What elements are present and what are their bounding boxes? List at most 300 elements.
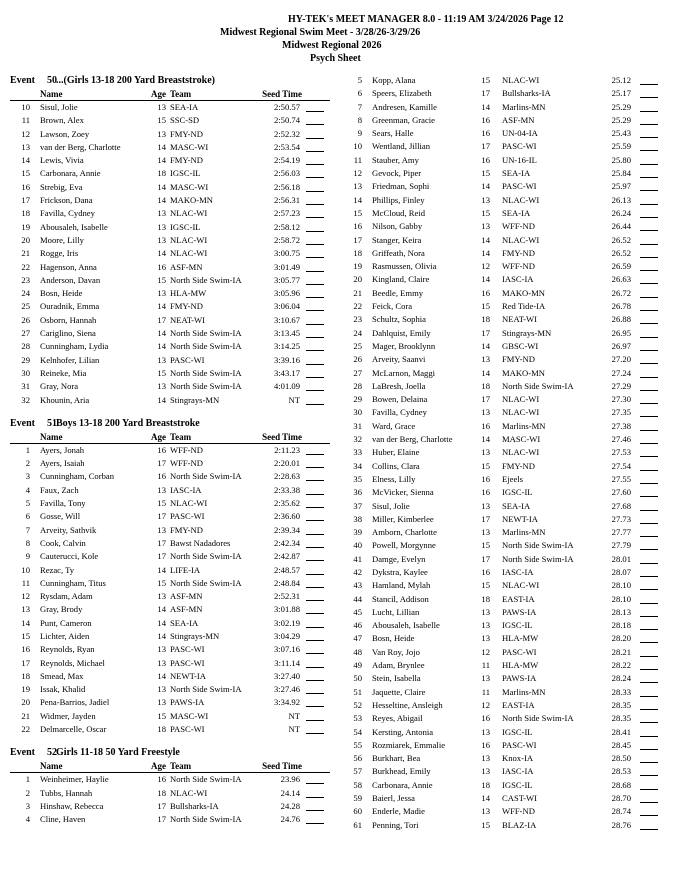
place-cell: 15 <box>21 630 30 641</box>
name-cell: Weinheimer, Haylie <box>40 774 109 785</box>
age-cell: 18 <box>157 168 166 179</box>
team-cell: IASC-IA <box>170 484 202 495</box>
event-word: Event <box>10 417 35 429</box>
name-cell: Moore, Lilly <box>40 234 84 245</box>
final-time-blank <box>306 683 324 694</box>
seed-time-cell: 25.80 <box>611 154 631 165</box>
seed-time-cell: 25.29 <box>611 101 631 112</box>
seed-time-cell: 2:57.23 <box>273 208 300 219</box>
name-cell: Osborn, Hannah <box>40 314 97 325</box>
seed-time-cell: 3:06.04 <box>273 301 300 312</box>
final-time-blank <box>306 234 324 245</box>
final-time-blank <box>640 659 658 670</box>
name-cell: Rysdam, Adam <box>40 591 93 602</box>
final-time-blank <box>306 247 324 258</box>
seed-time-cell: 28.33 <box>611 686 631 697</box>
team-cell: BLAZ-IA <box>502 819 537 830</box>
name-cell: Cariglino, Siena <box>40 328 96 339</box>
place-cell: 52 <box>353 699 362 710</box>
final-time-blank <box>640 273 658 284</box>
final-time-blank <box>306 141 324 152</box>
team-cell: Knox-IA <box>502 753 534 764</box>
place-cell: 8 <box>25 537 30 548</box>
seed-time-cell: 2:53.54 <box>273 141 300 152</box>
team-cell: PASC-WI <box>170 511 205 522</box>
table-row <box>344 180 664 193</box>
table-row <box>10 300 330 313</box>
name-cell: Arveity, Saanvi <box>372 354 426 365</box>
final-time-blank <box>640 207 658 218</box>
team-cell: NLAC-WI <box>170 234 208 245</box>
final-time-blank <box>306 167 324 178</box>
event-label <box>10 74 56 88</box>
age-cell: 15 <box>481 819 490 830</box>
age-cell: 18 <box>157 724 166 735</box>
place-cell: 6 <box>357 88 362 99</box>
team-cell: FMY-ND <box>170 524 203 535</box>
table-row <box>344 247 664 260</box>
seed-time-cell: 2:42.87 <box>273 551 300 562</box>
seed-time-cell: 27.30 <box>611 394 631 405</box>
team-cell: Marlins-MN <box>502 101 546 112</box>
age-cell: 16 <box>157 444 166 455</box>
name-cell: Cline, Haven <box>40 814 86 825</box>
column-header-age: Age <box>151 431 166 442</box>
table-row <box>344 473 664 486</box>
name-cell: Adam, Brynlee <box>372 660 425 671</box>
age-cell: 14 <box>481 247 490 258</box>
table-row <box>10 181 330 194</box>
team-cell: North Side Swim-IA <box>502 713 574 724</box>
seed-time-cell: 2:52.32 <box>273 128 300 139</box>
team-cell: NEWT-IA <box>502 513 538 524</box>
team-cell: PASC-WI <box>502 739 537 750</box>
age-cell: 14 <box>157 328 166 339</box>
final-time-blank <box>306 550 324 561</box>
place-cell: 2 <box>25 787 30 798</box>
place-cell: 58 <box>353 779 362 790</box>
event-name: ...(Girls 13-18 200 Yard Breaststroke) <box>56 75 215 86</box>
team-cell: North Side Swim-IA <box>502 553 574 564</box>
final-time-blank <box>306 773 324 784</box>
final-time-blank <box>640 260 658 271</box>
seed-time-cell: 26.52 <box>611 247 631 258</box>
column-header-row <box>10 431 330 444</box>
place-cell: 5 <box>357 75 362 85</box>
team-cell: North Side Swim-IA <box>170 684 242 695</box>
final-time-blank <box>640 460 658 471</box>
place-cell: 32 <box>353 434 362 445</box>
place-cell: 14 <box>353 194 362 205</box>
table-row <box>10 657 330 670</box>
name-cell: Enderle, Madie <box>372 806 425 817</box>
team-cell: NEWT-IA <box>170 670 206 681</box>
name-cell: Strebig, Eva <box>40 181 83 192</box>
age-cell: 17 <box>481 553 490 564</box>
seed-time-cell: 3:39.16 <box>273 354 300 365</box>
name-cell: Burkhart, Bea <box>372 753 421 764</box>
table-row <box>10 683 330 696</box>
column-header-row <box>10 760 330 773</box>
table-row <box>10 590 330 603</box>
final-time-blank <box>640 313 658 324</box>
age-cell: 14 <box>481 181 490 192</box>
name-cell: Favilla, Cydney <box>40 208 95 219</box>
seed-time-cell: NT <box>288 724 300 735</box>
place-cell: 24 <box>21 288 30 299</box>
table-row <box>10 367 330 380</box>
seed-time-cell: 28.10 <box>611 580 631 591</box>
name-cell: Tubbs, Hannah <box>40 787 93 798</box>
seed-time-cell: 26.59 <box>611 261 631 272</box>
final-time-blank <box>640 805 658 816</box>
name-cell: Stanger, Keira <box>372 234 422 245</box>
name-cell: Abousaleh, Isabelle <box>40 221 108 232</box>
name-cell: Carbonara, Annie <box>40 168 101 179</box>
name-cell: Pena-Barrios, Jadiel <box>40 697 110 708</box>
name-cell: Reynolds, Ryan <box>40 644 95 655</box>
team-cell: Marlins-MN <box>502 527 546 538</box>
place-cell: 3 <box>25 471 30 482</box>
table-row <box>10 510 330 523</box>
place-cell: 1 <box>25 444 30 455</box>
name-cell: Van Roy, Jojo <box>372 646 420 657</box>
age-cell: 16 <box>481 566 490 577</box>
age-cell: 14 <box>157 195 166 206</box>
seed-time-cell: 25.59 <box>611 141 631 152</box>
place-cell: 50 <box>353 673 362 684</box>
table-row <box>344 765 664 778</box>
team-cell: NEAT-WI <box>502 314 538 325</box>
table-row <box>344 712 664 725</box>
seed-time-cell: 23.96 <box>280 774 300 785</box>
name-cell: Lawson, Zoey <box>40 128 90 139</box>
team-cell: Marlins-MN <box>502 686 546 697</box>
final-time-blank <box>640 446 658 457</box>
final-time-blank <box>306 221 324 232</box>
seed-time-cell: 2:11.23 <box>274 444 300 455</box>
name-cell: Collins, Clara <box>372 460 420 471</box>
age-cell: 18 <box>481 380 490 391</box>
age-cell: 12 <box>481 699 490 710</box>
final-time-blank <box>640 513 658 524</box>
seed-time-cell: 27.35 <box>611 407 631 418</box>
column-header-name: Name <box>40 761 63 772</box>
seed-time-cell: 2:35.62 <box>273 498 300 509</box>
team-cell: FMY-ND <box>502 460 535 471</box>
table-row <box>344 300 664 313</box>
final-time-blank <box>640 619 658 630</box>
place-cell: 21 <box>21 710 30 721</box>
seed-time-cell: 2:42.34 <box>273 537 300 548</box>
table-row <box>10 394 330 407</box>
team-cell: Ejeels <box>502 473 523 484</box>
place-cell: 12 <box>353 168 362 179</box>
place-cell: 37 <box>353 500 362 511</box>
table-row <box>10 234 330 247</box>
team-cell: NLAC-WI <box>502 407 540 418</box>
final-time-blank <box>306 710 324 721</box>
name-cell: Punt, Cameron <box>40 617 92 628</box>
age-cell: 13 <box>481 633 490 644</box>
name-cell: McCloud, Reid <box>372 207 425 218</box>
team-cell: Bullsharks-IA <box>502 88 551 99</box>
column-header-team: Team <box>170 761 192 772</box>
age-cell: 13 <box>157 288 166 299</box>
place-cell: 12 <box>21 591 30 602</box>
age-cell: 12 <box>481 646 490 657</box>
seed-time-cell: 3:43.17 <box>273 367 300 378</box>
right-column <box>344 74 664 832</box>
team-cell: PAWS-IA <box>170 697 205 708</box>
table-row <box>10 221 330 234</box>
team-cell: PASC-WI <box>170 644 205 655</box>
name-cell: Gevock, Piper <box>372 168 422 179</box>
name-cell: McLarnon, Maggi <box>372 367 436 378</box>
seed-time-cell: 27.46 <box>611 434 631 445</box>
place-cell: 36 <box>353 487 362 498</box>
table-row <box>344 273 664 286</box>
place-cell: 55 <box>353 739 362 750</box>
seed-time-cell: 27.68 <box>611 500 631 511</box>
age-cell: 16 <box>157 261 166 272</box>
table-row <box>344 819 664 832</box>
table-row <box>10 630 330 643</box>
final-time-blank <box>306 537 324 548</box>
final-time-blank <box>640 579 658 590</box>
place-cell: 12 <box>21 128 30 139</box>
place-cell: 38 <box>353 513 362 524</box>
final-time-blank <box>306 470 324 481</box>
seed-time-cell: 28.74 <box>611 806 631 817</box>
seed-time-cell: 26.78 <box>611 301 631 312</box>
table-row <box>10 154 330 167</box>
team-cell: IGSC-IL <box>502 620 533 631</box>
name-cell: Cauterucci, Kole <box>40 551 99 562</box>
name-cell: Miller, Kimberlee <box>372 513 434 524</box>
seed-time-cell: 26.72 <box>611 287 631 298</box>
name-cell: Smead, Max <box>40 670 84 681</box>
place-cell: 18 <box>353 247 362 258</box>
table-row <box>344 406 664 419</box>
name-cell: Nilson, Gabby <box>372 221 423 232</box>
event-title <box>10 417 330 431</box>
name-cell: Arveity, Sathvik <box>40 524 97 535</box>
age-cell: 13 <box>157 234 166 245</box>
final-time-blank <box>306 657 324 668</box>
seed-time-cell: 26.97 <box>611 340 631 351</box>
table-row <box>344 606 664 619</box>
team-cell: MASC-WI <box>502 434 541 445</box>
table-row <box>10 380 330 393</box>
event-name: Girls 11-18 50 Yard Freestyle <box>56 747 180 759</box>
team-cell: HLA-MW <box>170 288 207 299</box>
table-row <box>344 460 664 473</box>
name-cell: Feick, Cora <box>372 301 413 312</box>
place-cell: 35 <box>353 473 362 484</box>
seed-time-cell: 3:10.67 <box>273 314 300 325</box>
place-cell: 13 <box>21 604 30 615</box>
seed-time-cell: 28.68 <box>611 779 631 790</box>
place-cell: 47 <box>353 633 362 644</box>
team-cell: IGSC-IL <box>170 221 201 232</box>
seed-time-cell: 28.20 <box>611 633 631 644</box>
place-cell: 22 <box>21 261 30 272</box>
age-cell: 14 <box>157 181 166 192</box>
event-word: Event <box>10 747 35 759</box>
seed-time-cell: 2:48.57 <box>273 564 300 575</box>
age-cell: 13 <box>481 806 490 817</box>
final-time-blank <box>306 630 324 641</box>
place-cell: 20 <box>21 234 30 245</box>
table-row <box>10 617 330 630</box>
team-cell: Stingrays-MN <box>170 630 220 641</box>
team-cell: EAST-IA <box>502 593 535 604</box>
table-row <box>10 470 330 483</box>
place-cell: 61 <box>353 819 362 830</box>
team-cell: SEA-IA <box>170 617 199 628</box>
place-cell: 21 <box>353 287 362 298</box>
name-cell: Hamland, Mylah <box>372 580 431 591</box>
table-row <box>344 127 664 140</box>
age-cell: 14 <box>481 101 490 112</box>
place-cell: 20 <box>21 697 30 708</box>
name-cell: Abousaleh, Isabelle <box>372 620 440 631</box>
table-row <box>10 261 330 274</box>
final-time-blank <box>640 340 658 351</box>
column-header-name: Name <box>40 431 63 442</box>
final-time-blank <box>306 194 324 205</box>
table-row <box>344 287 664 300</box>
team-cell: CAST-WI <box>502 793 538 804</box>
age-cell: 13 <box>157 484 166 495</box>
age-cell: 13 <box>157 381 166 392</box>
seed-time-cell: 28.41 <box>611 726 631 737</box>
final-time-blank <box>306 300 324 311</box>
team-cell: PASC-WI <box>170 724 205 735</box>
team-cell: MAKO-MN <box>502 367 545 378</box>
place-cell: 33 <box>353 447 362 458</box>
age-cell: 17 <box>157 814 166 825</box>
place-cell: 8 <box>357 114 362 125</box>
table-row <box>344 420 664 433</box>
table-row <box>344 646 664 659</box>
table-row <box>344 380 664 393</box>
seed-time-cell: 2:58.72 <box>273 234 300 245</box>
report-title: Psych Sheet <box>310 53 361 64</box>
final-time-blank <box>640 566 658 577</box>
age-cell: 13 <box>157 221 166 232</box>
table-row <box>344 327 664 340</box>
age-cell: 16 <box>157 471 166 482</box>
place-cell: 7 <box>25 524 30 535</box>
table-row <box>344 167 664 180</box>
table-row <box>344 805 664 818</box>
place-cell: 51 <box>353 686 362 697</box>
table-row <box>10 497 330 510</box>
name-cell: Schultz, Sophia <box>372 314 426 325</box>
team-cell: ASF-MN <box>170 591 203 602</box>
name-cell: McVicker, Sienna <box>372 487 434 498</box>
seed-time-cell: 28.22 <box>611 660 631 671</box>
team-cell: IGSC-IL <box>502 779 533 790</box>
name-cell: Wentland, Jillian <box>372 141 431 152</box>
name-cell: Cunningham, Titus <box>40 577 106 588</box>
team-cell: HLA-MW <box>502 660 539 671</box>
age-cell: 17 <box>157 800 166 811</box>
name-cell: Penning, Tori <box>372 819 419 830</box>
team-cell: Marlins-MN <box>502 420 546 431</box>
final-time-blank <box>640 194 658 205</box>
seed-time-cell: 25.12 <box>611 75 631 85</box>
age-cell: 15 <box>157 710 166 721</box>
table-row <box>344 752 664 765</box>
place-cell: 41 <box>353 553 362 564</box>
team-cell: North Side Swim-IA <box>502 540 574 551</box>
table-row <box>10 813 330 826</box>
final-time-blank <box>306 696 324 707</box>
place-cell: 11 <box>353 154 362 165</box>
place-cell: 25 <box>21 301 30 312</box>
table-row <box>10 327 330 340</box>
team-cell: MASC-WI <box>170 710 209 721</box>
age-cell: 17 <box>481 513 490 524</box>
table-row <box>344 140 664 153</box>
place-cell: 1 <box>25 774 30 785</box>
table-row <box>10 274 330 287</box>
name-cell: Frickson, Dana <box>40 195 93 206</box>
name-cell: van der Berg, Charlotte <box>40 141 121 152</box>
table-row <box>344 260 664 273</box>
table-row <box>344 739 664 752</box>
table-row <box>344 513 664 526</box>
place-cell: 24 <box>353 327 362 338</box>
name-cell: Reineke, Mia <box>40 367 87 378</box>
final-time-blank <box>640 686 658 697</box>
place-cell: 11 <box>21 115 30 126</box>
age-cell: 16 <box>481 487 490 498</box>
age-cell: 14 <box>157 564 166 575</box>
final-time-blank <box>306 207 324 218</box>
event-name: Boys 13-18 200 Yard Breaststroke <box>56 417 200 429</box>
table-row <box>344 313 664 326</box>
final-time-blank <box>640 433 658 444</box>
seed-time-cell: 27.55 <box>611 473 631 484</box>
table-row <box>344 593 664 606</box>
team-cell: North Side Swim-IA <box>170 274 242 285</box>
place-cell: 32 <box>21 394 30 405</box>
team-cell: NLAC-WI <box>502 447 540 458</box>
age-cell: 17 <box>157 458 166 469</box>
final-time-blank <box>640 593 658 604</box>
table-row <box>344 234 664 247</box>
table-row <box>10 207 330 220</box>
final-time-blank <box>640 792 658 803</box>
age-cell: 16 <box>157 774 166 785</box>
final-time-blank <box>640 380 658 391</box>
table-row <box>344 659 664 672</box>
team-cell: IGSC-IL <box>502 726 533 737</box>
place-cell: 39 <box>353 527 362 538</box>
table-row <box>344 686 664 699</box>
seed-time-cell: 3:02.19 <box>273 617 300 628</box>
seed-time-cell: 28.53 <box>611 766 631 777</box>
column-header-seed-time: Seed Time <box>262 761 302 772</box>
seed-time-cell: 4:01.09 <box>273 381 300 392</box>
team-cell: North Side Swim-IA <box>502 380 574 391</box>
seed-time-cell: NT <box>288 394 300 405</box>
final-time-blank <box>306 367 324 378</box>
